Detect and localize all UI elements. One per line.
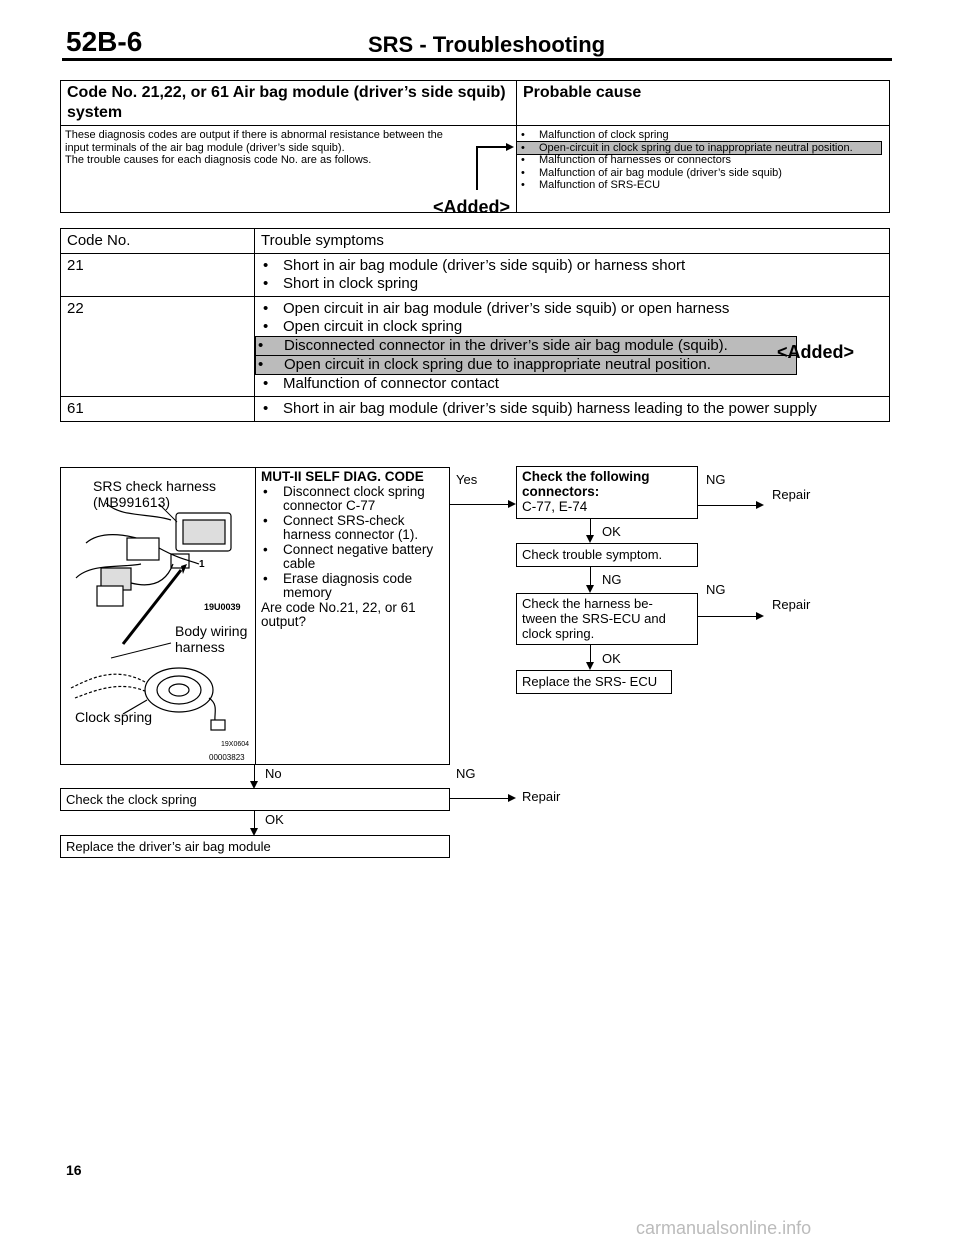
ok-label: OK (602, 651, 621, 666)
ng-label: NG (706, 582, 726, 597)
step1-list (261, 485, 444, 601)
clock-spring-label: Clock spring (75, 709, 153, 725)
added-pointer (476, 146, 478, 190)
flow-arrow (756, 501, 764, 509)
flow-line (590, 567, 591, 585)
repair-label: Repair (772, 597, 811, 612)
list-item: • Erase diagnosis code memory (261, 572, 444, 601)
code-table (60, 80, 890, 217)
list-item: • Connect SRS-check harness connector (1). (261, 514, 444, 543)
yes-label: Yes (456, 472, 478, 487)
flow-line (450, 504, 508, 505)
repair-label: Repair (772, 487, 811, 502)
list-item-highlighted: • Open-circuit in clock spring due to inappropriate neutral position. (517, 142, 881, 155)
check-harness-box: Check the harness be- tween the SRS-ECU and clock spring. (516, 593, 698, 645)
figure-code: 00003823 (209, 753, 245, 762)
flow-arrow (508, 794, 516, 802)
ok-label: OK (602, 524, 621, 539)
ok-label: OK (265, 812, 284, 827)
list-item: • Open circuit in clock spring (261, 318, 883, 336)
page-number: 16 (66, 1162, 82, 1178)
figure-box (60, 467, 256, 765)
flow-arrow (508, 500, 516, 508)
list-item: • Disconnect clock spring connector C-77 (261, 485, 444, 514)
cause-list-cell (517, 126, 890, 213)
table-row: 21 • Short in air bag module (driver’s side squib) or harness short • Short in clock spring (61, 254, 890, 297)
step1-box: MUT-II SELF DIAG. CODE • Disconnect clock spring connector C-77 • Connect SRS-check harness connector (1). • Connect negative battery cable • Erase diagnosis code memory Are code No.21, 22, or 61 output? (255, 467, 450, 765)
flow-line (254, 811, 255, 828)
list-item-highlighted: • Open circuit in clock spring due to inappropriate neutral position. (255, 356, 797, 375)
list-item: • Malfunction of clock spring (517, 129, 885, 142)
flow-arrow (586, 535, 594, 543)
flow-arrow (586, 585, 594, 593)
body-wiring-label: Body wiring harness (175, 623, 248, 655)
symptom-table (60, 228, 890, 422)
ng-label: NG (706, 472, 726, 487)
ng-label: NG (602, 572, 622, 587)
step1-title: MUT-II SELF DIAG. CODE (261, 469, 424, 484)
watermark: carmanualsonline.info (636, 1218, 812, 1238)
list-item: • Short in air bag module (driver’s side squib) or harness short (261, 257, 883, 275)
pin-label: 1 (199, 559, 205, 570)
col-header: Code No. (61, 229, 255, 254)
added-pointer (476, 146, 506, 148)
flow-arrow (756, 612, 764, 620)
added-pointer-arrow (506, 143, 514, 151)
flow-line (254, 765, 255, 781)
replace-module-box: Replace the driver’s air bag module (60, 835, 450, 858)
list-item: • Malfunction of harnesses or connectors (517, 154, 885, 167)
cause-heading: Probable cause (517, 81, 890, 126)
replace-ecu-box: Replace the SRS- ECU (516, 670, 672, 694)
code-description: These diagnosis codes are output if there is abnormal resistance between the input terminals of the air bag module (driver’s side squib). The trouble causes for each diagnosis code No. are as follows. <Added> (61, 126, 517, 213)
table-row: 22 • Open circuit in air bag module (driver’s side squib) or open harness • Open circuit in clock spring • Disconnected connector in the driver’s side air bag module (squib). • Open circuit in clock spring due to inappropriate neutral position. • Malfunction of connector contact <Added> (61, 297, 890, 397)
section-number: 52B-6 (66, 26, 143, 57)
added-label: <Added> (777, 342, 855, 362)
check-symptom-box: Check trouble symptom. (516, 543, 698, 567)
added-label: <Added> (432, 196, 510, 217)
page-title: SRS - Troubleshooting (368, 32, 606, 57)
ng-label: NG (456, 766, 476, 781)
list-item: • Short in air bag module (driver’s side squib) harness leading to the power supply (261, 400, 883, 418)
list-item: • Short in clock spring (261, 275, 883, 293)
flow-line (450, 798, 508, 799)
list-item-highlighted: • Disconnected connector in the driver’s side air bag module (squib). (255, 336, 797, 356)
code-heading: Code No. 21,22, or 61 Air bag module (driver’s side squib) system (61, 81, 517, 126)
header-rule (62, 58, 892, 61)
no-label: No (265, 766, 282, 781)
check-clock-box: Check the clock spring (60, 788, 450, 811)
flow-line (698, 616, 756, 617)
list-item: • Malfunction of air bag module (driver’s side squib) (517, 167, 885, 180)
list-item: • Malfunction of connector contact (261, 375, 883, 393)
col-header: Trouble symptoms (255, 229, 890, 254)
step1-question: Are code No.21, 22, or 61 (261, 599, 416, 615)
figure-code: 19U0039 (204, 602, 241, 612)
check-connectors-box: Check the following connectors: C-77, E-74 (516, 466, 698, 519)
list-item: • Open circuit in air bag module (driver’s side squib) or open harness (261, 300, 883, 318)
flow-line (698, 505, 756, 506)
harness-label: SRS check harness (MB991613) (93, 478, 216, 510)
flow-line (590, 519, 591, 535)
list-item: • Connect negative battery cable (261, 543, 444, 572)
flow-arrow (586, 662, 594, 670)
cause-list (517, 129, 885, 192)
table-row: 61 • Short in air bag module (driver’s side squib) harness leading to the power supply (61, 397, 890, 422)
repair-label: Repair (522, 789, 561, 804)
flow-line (590, 645, 591, 662)
list-item: • Malfunction of SRS-ECU (517, 179, 885, 192)
figure-code: 19X0604 (221, 741, 250, 748)
